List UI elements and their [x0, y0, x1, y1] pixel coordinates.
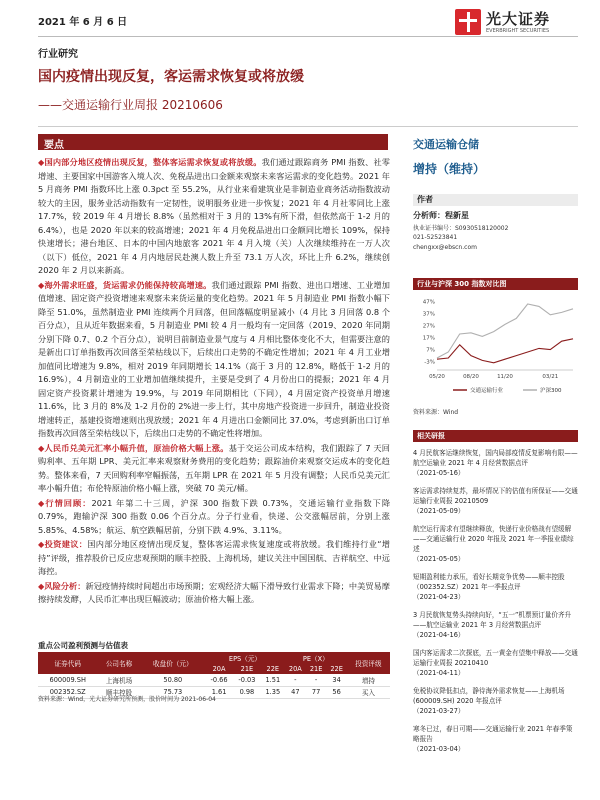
y-tick-label: 47% [422, 299, 435, 306]
table-cell: 002352.SZ [38, 686, 97, 698]
index-chart-svg [413, 292, 578, 404]
table-cell: 50.80 [141, 674, 206, 686]
related-item[interactable] [413, 572, 578, 602]
paragraph-lead: ◆国内部分地区疫情出现反复，整体客运需求恢复或将放缓。 [38, 157, 262, 167]
related-title[interactable]: 4 月民航客运继续恢复，国内局部疫情反复影响有限——航空运输业 2021 年 4 月经营数据点评 [413, 449, 578, 467]
related-list [413, 448, 578, 762]
industry-rating: 增持（维持） [413, 162, 486, 176]
table-cell: - [285, 674, 306, 686]
paragraph-lead: ◆投资建议： [38, 539, 88, 549]
summary-paragraph [38, 156, 390, 278]
logo-mark-icon [455, 9, 481, 35]
table-cell: -0.03 [233, 674, 261, 686]
paragraph-text: 基于交运公司成本结构，我们跟踪了 7 天回购利率、五年期 LPR、美元汇率来观察财务费用的变化趋势；跟踪油价来观察交运成本的变化趋势。整体来看，7 天回购利率窄幅振荡，五年期 LPR 在 2021 年 5 月没有调整；人民币兑美元汇率小幅升值；布伦特原油价格小幅上涨，突破 70 美元/桶。 [38, 442, 390, 493]
related-title[interactable]: 国内客运需求二次探底，五一黄金有望集中释放——交通运输行业周报 20210410 [413, 649, 578, 667]
table-cell: 56 [326, 686, 347, 698]
logo-subtext: EVERBRIGHT SECURITIES [486, 28, 550, 34]
year-header: 20A [285, 663, 306, 674]
year-header: 21E [233, 663, 261, 674]
paragraph-text: 2021 年第二十三周，沪深 300 指数下跌 0.73%，交通运输行业指数下降 0.79%，跑输沪深 300 指数 0.06 个百分点。分子行业看，快递、公交涨幅居前，分别上涨 5.85%、4.58%；航运、航空跌幅居前，分别下跌 4.9%、3.11%。 [38, 497, 391, 535]
series-line-1 [437, 304, 573, 358]
related-item[interactable] [413, 648, 578, 678]
related-item[interactable] [413, 610, 578, 640]
related-title[interactable]: 航空运行需求有望继续释放，快递行业价格战有望缓解——交通运输行业 2020 年报及 2021 年一季报业绩综述 [413, 525, 574, 553]
legend-label: 交通运输行业 [470, 388, 504, 394]
logo [455, 6, 575, 38]
y-tick-label: 17% [422, 335, 435, 342]
related-date: （2021-04-11） [413, 669, 465, 677]
analyst-email[interactable]: chengxx@ebscn.com [413, 244, 477, 251]
col-header: 收盘价（元） [141, 652, 206, 674]
table-cell: 47 [285, 686, 306, 698]
related-date: （2021-03-27） [413, 707, 465, 715]
table-cell: 34 [326, 674, 347, 686]
paragraph-text: 我们通过跟踪商务 PMI 指数、社零增速、主要国家中国游客入境人次、免税品进出口金额来观察未来客运需求的变化趋势。2021 年 5 月商务 PMI 指数环比上涨 0.3pct 至 55.2%，从行业来看建筑业是非制造业商务活动指数波动较大的主因，服务业活动指数有一定韧性，说明服务业进一步恢复；2021 年 4 月社零同比上涨 17.7%，较 2019 年 4 月增长 8.8%（虽然相对于 3 月的 13%有所下滑，但依然高于 1-2 月的 6.4%），也是 2020 年以来的较高增速；2021 年 4 月免税品进出口金额同比增长 109%，保持快速增长；港台地区、日本的中国内地旅客 2021 年 4 月入境（关）人次继续维持在一万人次（以下）低位，2021 年 4 月内地居民赴澳人数上升至 73.1 万人次，环比上升 6.2%，继续创 2020 年 2 月以来新高。 [38, 157, 390, 275]
table-cell: 顺丰控股 [97, 686, 140, 698]
report-date: 2021 年 6 月 6 日 [38, 17, 128, 28]
table-cell: 75.73 [141, 686, 206, 698]
paragraph-text: 国内部分地区疫情出现反复，整体客运需求恢复速度或将放缓。我们维持行业“增持”评级，推荐股价已反应悲观预期的顺丰控股、上海机场，建议关注中国国航、吉祥航空、中远海控。 [38, 539, 390, 576]
analyst-cert: 执业证书编号：S0930518120002 [413, 225, 509, 232]
col-header: PE（X） [285, 652, 347, 663]
related-title[interactable]: 寒冬已过，春日可期——交通运输行业 2021 年春季策略报告 [413, 725, 573, 743]
table-cell: 1.35 [261, 686, 285, 698]
related-date: （2021-05-05） [413, 555, 465, 563]
paragraph-lead: ◆风险分析： [38, 580, 86, 591]
chart-header: 行业与沪深 300 指数对比图 [413, 278, 578, 290]
y-tick-label: 37% [422, 311, 435, 318]
paragraph-lead: ◆行情回顾： [38, 497, 92, 508]
related-date: （2021-05-09） [413, 507, 465, 515]
year-header: 22E [261, 663, 285, 674]
related-item[interactable] [413, 524, 578, 564]
related-title[interactable]: 3 月民航恢复势头持续向好，“五一”机票预订量价齐升——航空运输业 2021 年 3 月经营数据点评 [413, 611, 572, 629]
index-chart [413, 292, 578, 404]
legend-label: 沪深300 [540, 388, 562, 394]
earnings-table [38, 652, 390, 699]
related-title[interactable]: 客运需求持续复苏，最坏情况下的估值有所保证——交通运输行业周报 20210509 [413, 487, 578, 505]
table-cell: 1.51 [261, 674, 285, 686]
section-type: 行业研究 [38, 49, 78, 60]
table-cell: 增持 [347, 674, 390, 686]
summary-paragraph [38, 279, 390, 441]
x-tick-label: 08/20 [463, 374, 479, 380]
related-date: （2021-04-23） [413, 593, 465, 601]
summary-paragraph [38, 442, 390, 496]
x-tick-label: 03/21 [542, 374, 559, 380]
y-tick-label: 27% [422, 323, 435, 330]
year-header: 20A [205, 663, 233, 674]
col-header: 证券代码 [38, 652, 97, 674]
related-item[interactable] [413, 724, 578, 754]
logo-text: 光大证券 [486, 10, 551, 28]
paragraph-lead: ◆人民币兑美元汇率小幅升值，原油价格大幅上涨。 [38, 442, 229, 453]
summary-paragraph [38, 580, 390, 607]
summary-paragraph [38, 497, 390, 538]
table-cell: -0.66 [205, 674, 233, 686]
year-header: 22E [326, 663, 347, 674]
y-tick-label: 7% [426, 347, 435, 354]
paragraph-lead: ◆海外需求旺盛，货运需求仍能保持较高增速。 [38, 279, 212, 290]
industry-name: 交通运输仓储 [413, 138, 479, 151]
paragraph-text: 新冠疫情持续时间超出市场预期；宏观经济大幅下滑导致行业需求下降；中美贸易摩擦持续发酵，人民币汇率出现巨幅波动；原油价格大幅上涨。 [38, 580, 390, 604]
table-cell: 77 [306, 686, 327, 698]
col-header: 公司名称 [97, 652, 140, 674]
table-cell: 0.98 [233, 686, 261, 698]
divider [38, 126, 578, 127]
analyst-phone: 021-52523841 [413, 234, 458, 241]
related-item[interactable] [413, 448, 578, 478]
analyst-name: 分析师：程新星 [413, 211, 469, 220]
summary-header: 要点 [38, 134, 388, 150]
related-header: 相关研报 [413, 430, 578, 442]
author-header: 作者 [413, 194, 578, 206]
related-title[interactable]: 免税协议降低扣点，静待海外需求恢复——上海机场(600009.SH) 2020 年报点评 [413, 687, 565, 705]
x-tick-label: 11/20 [497, 374, 513, 380]
summary-body [38, 156, 390, 608]
report-title: 国内疫情出现反复，客运需求恢复或将放缓 [38, 69, 304, 85]
table-title: 重点公司盈利预测与估值表 [38, 641, 128, 650]
table-cell: 600009.SH [38, 674, 97, 686]
table-cell: - [306, 674, 327, 686]
related-date: （2021-04-16） [413, 631, 465, 639]
table-source: 资料来源：Wind，光大证券研究所预测，股价时间为 2021-06-04 [38, 696, 216, 703]
related-date: （2021-03-04） [413, 745, 465, 753]
chart-source: 资料来源：Wind [413, 409, 459, 416]
y-tick-label: -3% [424, 359, 435, 366]
related-item[interactable] [413, 486, 578, 516]
related-title[interactable]: 短期盈利能力承压，看好长期竞争优势——顺丰控股（002352.SZ）2021 年一季报点评 [413, 573, 565, 591]
table-cell: 买入 [347, 686, 390, 698]
related-item[interactable] [413, 686, 578, 716]
report-subtitle: ——交通运输行业周报 20210606 [38, 98, 223, 112]
col-header: EPS（元） [205, 652, 285, 663]
x-tick-label: 05/20 [429, 374, 445, 380]
table-cell: 上海机场 [97, 674, 140, 686]
table-cell: 1.61 [205, 686, 233, 698]
table-row [38, 674, 390, 686]
related-date: （2021-05-16） [413, 469, 465, 477]
divider [38, 36, 578, 37]
summary-paragraph [38, 538, 390, 579]
year-header: 21E [306, 663, 327, 674]
paragraph-text: 我们通过跟踪 PMI 指数、进出口增速、工业增加值增速、固定资产投资增速来观察未来货运量的变化趋势。2021 年 5 月制造业 PMI 指数小幅下降至 51.0%，虽然制造业 PMI 连续两个月回落，但回落幅度明显减小（4 月比 3 月回落 0.8 个百分点），且从近年数据来看，5 月制造业 PMI 较 4 月一般均有一定回落（2019、2020 年同期分别下降 0.7、0.2 个百分点），说明目前制造业景气度与 4 月相比整体变化不大，但需要注意的是新出口订单指数再次回落至荣枯线以下，后续出口走势的不确定性增加；2021 年 4 月工业增加值同比增速为 9.8%，相对 2019 年同期增长 14.1%（高于 3 月的 12.8%，略低于 1-2 月的 16.9%），4 月制造业的工业增加值继续提升，主要是受到了 4 月份出口的提振；2021 年 4 月固定资产投资累计增速为 19.9%，与 2019 年同期相比（下同），4 月固定资产投资单月增速 11.6%，比 3 月的 8%及 1-2 月份的 2%进一步上行，其中房地产投资进一步回升，制造业投资增速转正，基建投资增速则出现放缓；2021 年 4 月进出口金额同比 37.0%，考虑到新出口订单指数再次回落至荣枯线以下，后续出口走势的不确定性将增加。 [38, 279, 390, 438]
col-header: 投资评级 [347, 652, 390, 674]
series-line-0 [437, 339, 573, 363]
